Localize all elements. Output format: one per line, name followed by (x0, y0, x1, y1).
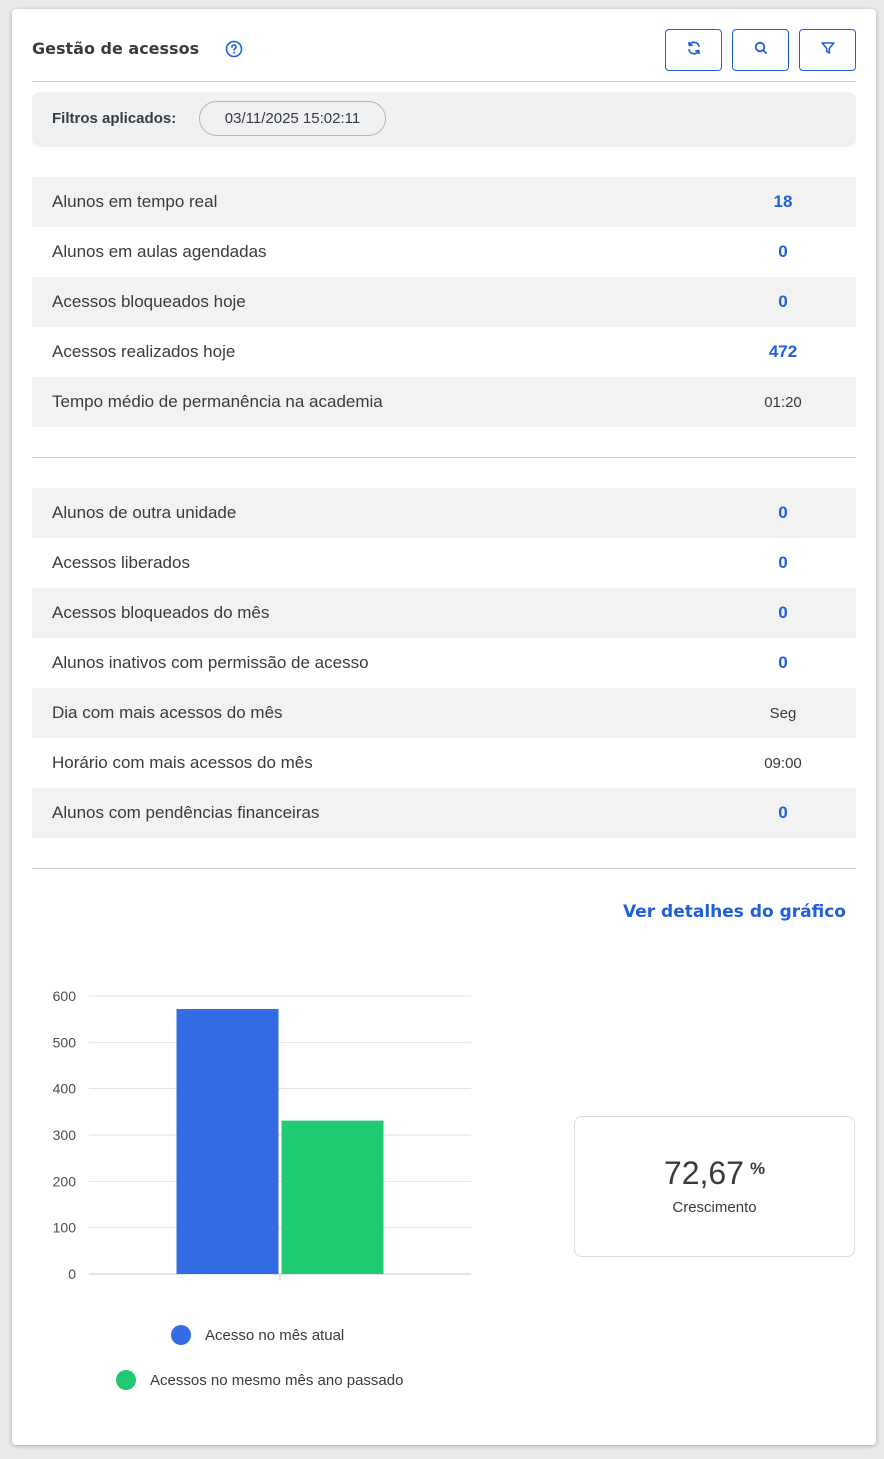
applied-filters-label: Filtros aplicados: (52, 110, 177, 127)
card-header (32, 29, 856, 81)
stat-row-other-unit (32, 488, 856, 538)
chart-details-link[interactable]: Ver detalhes do gráfico (622, 902, 846, 922)
growth-caption: Crescimento (672, 1199, 757, 1216)
stat-label: Acessos bloqueados hoje (52, 292, 246, 311)
y-tick-label: 100 (52, 1219, 76, 1236)
y-tick-label: 400 (52, 1080, 76, 1097)
y-tick-label: 500 (52, 1034, 76, 1051)
access-management-card (12, 9, 876, 1445)
filter-date-chip[interactable]: 03/11/2025 15:02:11 (199, 101, 386, 136)
search-icon (753, 40, 769, 61)
refresh-icon (686, 40, 702, 61)
stat-value: Seg (769, 704, 797, 722)
applied-filters-bar (32, 92, 856, 147)
stat-row-average-stay (32, 377, 856, 427)
stat-row-blocked-month (32, 588, 856, 638)
legend-label: Acessos no mesmo mês ano passado (150, 1371, 404, 1389)
question-circle-icon[interactable] (225, 40, 243, 58)
stat-value[interactable]: 0 (778, 653, 788, 672)
growth-value: 72,67 (663, 1155, 744, 1191)
refresh-button[interactable] (665, 29, 722, 71)
today-stats-list (32, 177, 856, 427)
stat-label: Horário com mais acessos do mês (52, 753, 313, 772)
bar-last-year (282, 1121, 384, 1274)
stat-label: Alunos inativos com permissão de acesso (52, 653, 369, 672)
stat-row-realtime (32, 177, 856, 227)
stat-value[interactable]: 0 (778, 503, 788, 522)
chart-divider (32, 868, 856, 869)
stat-row-busiest-hour (32, 738, 856, 788)
stat-value[interactable]: 0 (778, 292, 788, 311)
stat-value[interactable]: 0 (778, 553, 788, 572)
y-tick-label: 600 (52, 988, 76, 1004)
legend-item-last-year[interactable] (116, 1370, 403, 1390)
stat-row-accesses-today (32, 327, 856, 377)
stat-label: Dia com mais acessos do mês (52, 703, 283, 722)
y-tick-label: 300 (52, 1127, 76, 1143)
legend-label: Acesso no mês atual (205, 1326, 345, 1344)
stat-row-blocked-today (32, 277, 856, 327)
legend-item-current-month[interactable] (171, 1325, 344, 1345)
y-tick-label: 200 (52, 1173, 76, 1190)
filter-button[interactable] (799, 29, 856, 71)
stat-label: Acessos liberados (52, 553, 190, 572)
section-divider (32, 457, 856, 458)
stat-value[interactable]: 0 (778, 242, 788, 261)
growth-card (574, 1116, 855, 1257)
header-divider (32, 81, 856, 82)
stat-value: 09:00 (764, 754, 802, 772)
search-button[interactable] (732, 29, 789, 71)
stat-row-busiest-day (32, 688, 856, 738)
access-comparison-chart (32, 979, 482, 1299)
stat-value[interactable]: 472 (768, 342, 798, 361)
stat-label: Acessos realizados hoje (52, 342, 236, 361)
stat-label: Tempo médio de permanência na academia (52, 392, 383, 411)
stat-value[interactable]: 0 (778, 803, 788, 822)
stat-label: Alunos em tempo real (52, 192, 218, 211)
stat-value[interactable]: 18 (773, 192, 793, 211)
legend-swatch-blue (171, 1325, 191, 1345)
growth-value-wrap (575, 1155, 854, 1192)
stat-label: Alunos de outra unidade (52, 503, 237, 522)
y-tick-label: 0 (68, 1266, 76, 1282)
bar-current-month (177, 1009, 279, 1274)
stat-label: Alunos em aulas agendadas (52, 242, 267, 261)
page-title: Gestão de acessos (32, 39, 200, 58)
legend-swatch-green (116, 1370, 136, 1390)
growth-unit: % (749, 1159, 766, 1178)
stat-row-financial-pending (32, 788, 856, 838)
month-stats-list (32, 488, 856, 838)
stat-value[interactable]: 0 (778, 603, 788, 622)
filter-icon (820, 40, 836, 61)
stat-label: Acessos bloqueados do mês (52, 603, 270, 622)
stat-row-inactive-permitted (32, 638, 856, 688)
stat-row-released (32, 538, 856, 588)
stat-label: Alunos com pendências financeiras (52, 803, 320, 822)
stat-value: 01:20 (764, 393, 802, 411)
stat-row-scheduled-classes (32, 227, 856, 277)
